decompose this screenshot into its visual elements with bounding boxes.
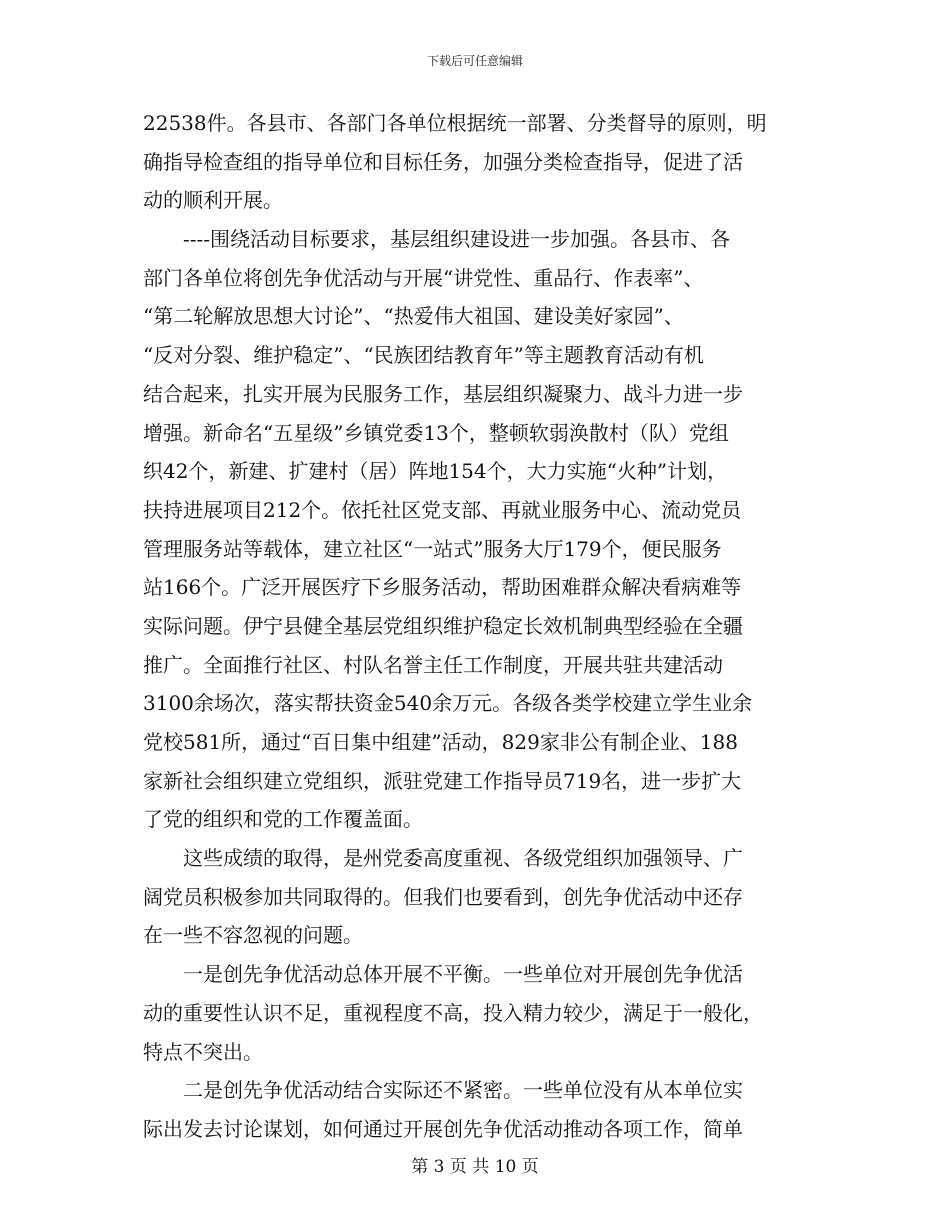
text-line: ----围绕活动目标要求，基层组织建设进一步加强。各县市、各: [143, 227, 731, 252]
text-line: 实际问题。伊宁县健全基层党组织维护稳定长效机制典型经验在全疆: [143, 613, 743, 638]
text-line: 动的顺利开展。: [143, 188, 283, 213]
text-line: 一是创先争优活动总体开展不平衡。一些单位对开展创先争优活: [143, 962, 743, 987]
text-line: 了党的组织和党的工作覆盖面。: [143, 807, 423, 832]
page-header: 下载后可任意编辑: [426, 54, 523, 68]
text-line: 际出发去讨论谋划，如何通过开展创先争优活动推动各项工作，简单: [143, 1116, 743, 1141]
text-line: 部门各单位将创先争优活动与开展“讲党性、重品行、作表率”、: [143, 265, 704, 290]
text-line: 在一些不容忽视的问题。: [143, 923, 363, 948]
text-line: 党校581所，通过“百日集中组建”活动，829家非公有制企业、188: [143, 730, 738, 754]
text-line: 扶持进展项目212个。依托社区党支部、再就业服务中心、流动党员: [143, 497, 742, 522]
document-body: [143, 104, 807, 1149]
text-line: 增强。新命名“五星级”乡镇党委13个，整顿软弱涣散村（队）党组: [143, 420, 729, 445]
text-line: 这些成绩的取得，是州党委高度重视、各级党组织加强领导、广: [143, 846, 743, 871]
text-line: “反对分裂、维护稳定”、“民族团结教育年”等主题教育活动有机: [143, 343, 704, 368]
text-line: 站166个。广泛开展医疗下乡服务活动，帮助困难群众解决看病难等: [143, 575, 742, 600]
text-line: 阔党员积极参加共同取得的。但我们也要看到，创先争优活动中还存: [143, 884, 743, 909]
text-line: 确指导检查组的指导单位和目标任务，加强分类检查指导，促进了活: [143, 149, 743, 174]
page-number-footer: 第 3 页 共 10 页: [411, 1157, 539, 1177]
text-line: 二是创先争优活动结合实际还不紧密。一些单位没有从本单位实: [143, 1078, 743, 1103]
text-line: “第二轮解放思想大讨论”、“热爱伟大祖国、建设美好家园”、: [143, 304, 684, 329]
text-line: 结合起来，扎实开展为民服务工作，基层组织凝聚力、战斗力进一步: [143, 381, 743, 406]
text-line: 推广。全面推行社区、村队名誉主任工作制度，开展共驻共建活动: [143, 652, 723, 677]
text-line: 22538件。各县市、各部门各单位根据统一部署、分类督导的原则，明: [143, 111, 767, 135]
text-line: 动的重要性认识不足，重视程度不高，投入精力较少，满足于一般化，: [143, 1000, 763, 1025]
text-line: 织42个，新建、扩建村（居）阵地154个，大力实施“火种”计划，: [143, 459, 728, 484]
text-line: 特点不突出。: [143, 1039, 263, 1064]
text-line: 管理服务站等载体，建立社区“一站式”服务大厅179个，便民服务: [143, 536, 722, 561]
text-line: 3100余场次，落实帮扶资金540余万元。各级各类学校建立学生业余: [143, 691, 753, 716]
text-line: 家新社会组织建立党组织，派驻党建工作指导员719名，进一步扩大: [143, 768, 742, 793]
